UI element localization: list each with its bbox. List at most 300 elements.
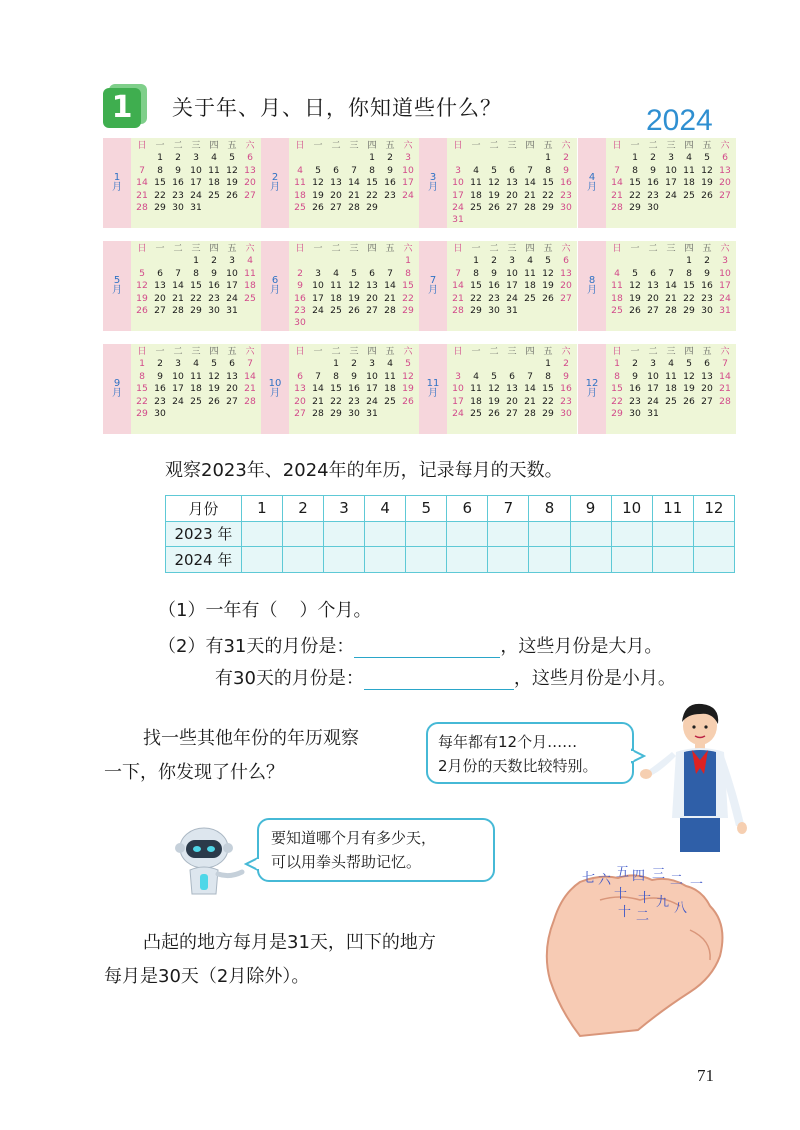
day-cell: 16	[701, 280, 713, 292]
day-cell	[381, 317, 399, 329]
day-cell	[557, 214, 575, 226]
day-cell	[345, 317, 363, 329]
day-cell: 19	[348, 292, 360, 304]
day-cell: 5	[351, 267, 357, 279]
weekday-label: 一	[471, 347, 481, 357]
day-cell: 1	[139, 358, 145, 370]
day-cell: 1	[369, 152, 375, 164]
day-cell: 7	[668, 267, 674, 279]
day-cell: 4	[614, 267, 620, 279]
day-cell: 6	[509, 164, 515, 176]
day-cell: 9	[175, 164, 181, 176]
day-cell: 10	[312, 280, 324, 292]
week-row	[133, 358, 259, 370]
week-row	[133, 305, 259, 317]
day-cell: 18	[611, 292, 623, 304]
days-answer-cell[interactable]	[652, 521, 693, 547]
weekday-label: 日	[295, 347, 305, 357]
day-cell: 18	[330, 292, 342, 304]
week-row	[291, 383, 417, 395]
day-cell: 9	[632, 370, 638, 382]
week-row	[449, 358, 575, 370]
week-row	[133, 152, 259, 164]
weekday-label: 日	[137, 244, 147, 254]
day-cell: 9	[650, 164, 656, 176]
month-column-header: 7	[488, 496, 529, 522]
boy-illustration	[632, 700, 762, 860]
day-cell: 14	[524, 177, 536, 189]
day-cell: 17	[366, 383, 378, 395]
weekday-label: 四	[367, 244, 377, 254]
day-cell: 13	[294, 383, 306, 395]
day-cell: 28	[665, 304, 677, 316]
days-answer-cell[interactable]	[324, 547, 365, 573]
month-label: 9 月	[103, 344, 131, 434]
day-cell: 14	[611, 177, 623, 189]
days-answer-cell[interactable]	[241, 547, 282, 573]
day-cell: 26	[136, 304, 148, 316]
day-cell	[662, 255, 680, 267]
day-cell: 11	[190, 370, 202, 382]
days-answer-cell[interactable]	[611, 547, 652, 573]
day-cell: 8	[333, 370, 339, 382]
day-cell: 21	[665, 292, 677, 304]
day-cell: 17	[665, 177, 677, 189]
day-cell: 31	[226, 304, 238, 316]
weekday-header	[133, 140, 259, 152]
day-cell: 30	[208, 304, 220, 316]
weekday-label: 二	[648, 244, 658, 254]
day-cell: 22	[470, 292, 482, 304]
weekday-label: 四	[684, 347, 694, 357]
weekday-label: 四	[209, 141, 219, 151]
day-cell	[291, 152, 309, 164]
weekday-label: 六	[720, 347, 730, 357]
day-cell: 7	[527, 370, 533, 382]
day-cell: 10	[665, 164, 677, 176]
weekday-label: 五	[543, 141, 553, 151]
weekday-label: 六	[245, 244, 255, 254]
weekday-label: 三	[191, 141, 201, 151]
day-cell: 22	[366, 189, 378, 201]
fist-month-label: 八	[674, 901, 688, 916]
day-cell: 28	[172, 304, 184, 316]
robot-speech-bubble: 要知道哪个月有多少天， 可以用拳头帮助记忆。	[257, 818, 495, 882]
week-row	[133, 293, 259, 305]
day-cell: 13	[154, 280, 166, 292]
table-row	[166, 521, 735, 547]
fist-month-label: 十	[614, 887, 628, 902]
weekday-label: 五	[543, 347, 553, 357]
day-cell: 22	[402, 292, 414, 304]
month-column-header: 9	[570, 496, 611, 522]
days-answer-cell[interactable]	[365, 547, 406, 573]
week-row	[449, 255, 575, 267]
weekday-label: 日	[612, 141, 622, 151]
day-cell: 9	[491, 267, 497, 279]
week-row	[449, 268, 575, 280]
day-cell: 24	[452, 201, 464, 213]
week-row	[449, 371, 575, 383]
day-cell: 25	[470, 407, 482, 419]
day-cell: 1	[193, 255, 199, 267]
week-row	[608, 358, 734, 370]
day-cell: 30	[294, 317, 306, 329]
day-cell: 27	[506, 407, 518, 419]
day-cell	[399, 202, 417, 214]
day-cell: 7	[614, 164, 620, 176]
days-answer-cell[interactable]	[447, 547, 488, 573]
day-cell	[716, 202, 734, 214]
days-answer-cell[interactable]	[529, 521, 570, 547]
day-cell: 6	[157, 267, 163, 279]
day-cell: 22	[190, 292, 202, 304]
day-cell: 17	[719, 280, 731, 292]
week-row	[133, 268, 259, 280]
day-cell: 15	[629, 177, 641, 189]
days-answer-cell[interactable]	[488, 547, 529, 573]
day-cell: 16	[208, 280, 220, 292]
day-cell: 20	[560, 280, 572, 292]
weekday-label: 五	[227, 244, 237, 254]
day-cell: 7	[139, 164, 145, 176]
weekday-label: 三	[666, 244, 676, 254]
day-cell	[205, 202, 223, 214]
fist-month-label: 九	[656, 895, 670, 910]
days-answer-cell[interactable]	[570, 521, 611, 547]
day-cell: 21	[524, 189, 536, 201]
day-cell: 27	[154, 304, 166, 316]
day-cell	[291, 255, 309, 267]
day-cell: 26	[683, 395, 695, 407]
day-cell	[467, 358, 485, 370]
day-cell: 6	[722, 152, 728, 164]
day-cell: 27	[506, 201, 518, 213]
days-answer-cell[interactable]	[529, 547, 570, 573]
day-cell	[449, 255, 467, 267]
weekday-label: 日	[453, 244, 463, 254]
fist-month-label: 一	[690, 877, 704, 892]
weekday-label: 二	[648, 141, 658, 151]
days-answer-cell[interactable]	[365, 521, 406, 547]
day-cell: 9	[297, 280, 303, 292]
days-answer-cell[interactable]	[406, 547, 447, 573]
day-cell: 24	[665, 189, 677, 201]
day-cell: 12	[629, 280, 641, 292]
day-cell: 14	[244, 370, 256, 382]
fist-month-label: 十	[618, 905, 632, 920]
day-cell: 26	[348, 304, 360, 316]
week-row	[608, 408, 734, 420]
weekday-label: 一	[313, 141, 323, 151]
week-row	[608, 190, 734, 202]
weekday-label: 一	[313, 347, 323, 357]
day-cell: 8	[193, 267, 199, 279]
day-cell: 10	[366, 370, 378, 382]
days-answer-cell[interactable]	[241, 521, 282, 547]
day-cell	[363, 255, 381, 267]
day-cell: 4	[686, 152, 692, 164]
day-cell: 29	[542, 201, 554, 213]
day-cell: 4	[333, 267, 339, 279]
weekday-label: 四	[209, 244, 219, 254]
month-calendar	[578, 241, 736, 331]
day-cell: 19	[488, 189, 500, 201]
day-cell: 2	[650, 152, 656, 164]
days-answer-cell[interactable]	[282, 547, 323, 573]
day-cell: 25	[244, 292, 256, 304]
day-cell: 29	[629, 201, 641, 213]
week-row	[291, 305, 417, 317]
weekday-label: 五	[385, 347, 395, 357]
fist-month-label: 四	[632, 869, 646, 884]
year-calendar	[103, 138, 736, 434]
weekday-label: 四	[684, 244, 694, 254]
day-cell: 27	[647, 304, 659, 316]
weekday-header	[291, 346, 417, 358]
weekday-label: 二	[489, 244, 499, 254]
day-cell: 26	[226, 189, 238, 201]
day-cell: 16	[488, 280, 500, 292]
day-cell: 10	[719, 267, 731, 279]
week-row	[291, 317, 417, 329]
day-cell: 14	[665, 280, 677, 292]
day-cell	[557, 305, 575, 317]
day-cell: 11	[294, 177, 306, 189]
exercise-number-badge	[103, 84, 147, 128]
day-cell: 24	[226, 292, 238, 304]
day-cell: 25	[208, 189, 220, 201]
day-cell	[716, 408, 734, 420]
day-cell: 12	[136, 280, 148, 292]
question-title: 关于年、月、日，你知道些什么？	[172, 96, 502, 120]
day-cell	[327, 152, 345, 164]
day-cell	[363, 317, 381, 329]
weekday-header	[449, 140, 575, 152]
day-cell: 15	[330, 383, 342, 395]
day-cell	[327, 317, 345, 329]
day-cell	[485, 152, 503, 164]
day-cell: 16	[384, 177, 396, 189]
answer-blank-30-days[interactable]	[364, 668, 514, 690]
day-cell: 12	[348, 280, 360, 292]
day-cell	[680, 408, 698, 420]
day-cell: 5	[545, 255, 551, 267]
day-cell: 11	[244, 267, 256, 279]
day-cell: 23	[294, 304, 306, 316]
day-cell: 5	[491, 370, 497, 382]
weekday-label: 四	[367, 347, 377, 357]
day-cell: 18	[683, 177, 695, 189]
day-cell: 20	[719, 177, 731, 189]
days-answer-cell[interactable]	[652, 547, 693, 573]
day-cell: 26	[542, 292, 554, 304]
weekday-label: 六	[403, 141, 413, 151]
weekday-header	[291, 140, 417, 152]
day-cell: 13	[330, 177, 342, 189]
day-cell: 22	[611, 395, 623, 407]
day-cell: 5	[704, 152, 710, 164]
day-cell: 29	[154, 201, 166, 213]
day-cell: 11	[330, 280, 342, 292]
day-cell	[539, 305, 557, 317]
weekday-label: 二	[331, 244, 341, 254]
day-cell: 9	[563, 164, 569, 176]
answer-blank-31-days[interactable]	[354, 636, 500, 658]
day-cell: 27	[560, 292, 572, 304]
week-row	[608, 383, 734, 395]
day-cell: 21	[452, 292, 464, 304]
fist-month-label: 五	[616, 865, 630, 880]
day-cell: 17	[226, 280, 238, 292]
days-answer-cell[interactable]	[693, 547, 734, 573]
day-cell: 23	[208, 292, 220, 304]
day-cell: 7	[315, 370, 321, 382]
month-calendar	[261, 344, 419, 434]
question-3: 有30天的月份是： ，这些月份是小月。	[215, 668, 676, 689]
days-answer-cell[interactable]	[324, 521, 365, 547]
weekday-label: 日	[295, 141, 305, 151]
weekday-label: 一	[471, 244, 481, 254]
day-cell: 18	[470, 189, 482, 201]
month-calendar	[578, 138, 736, 228]
day-cell: 6	[563, 255, 569, 267]
day-cell: 11	[611, 280, 623, 292]
week-row	[449, 190, 575, 202]
month-label: 8 月	[578, 241, 606, 331]
week-row	[291, 293, 417, 305]
month-column-header: 2	[282, 496, 323, 522]
week-row	[133, 371, 259, 383]
fist-month-label: 六	[598, 873, 612, 888]
days-answer-cell[interactable]	[488, 521, 529, 547]
day-cell: 28	[524, 407, 536, 419]
day-cell: 23	[560, 395, 572, 407]
robot-illustration	[170, 818, 250, 898]
day-cell: 12	[402, 370, 414, 382]
weekday-label: 五	[227, 141, 237, 151]
day-cell: 5	[229, 152, 235, 164]
week-row	[291, 396, 417, 408]
day-cell	[309, 152, 327, 164]
days-answer-cell[interactable]	[282, 521, 323, 547]
day-cell: 31	[506, 304, 518, 316]
weekday-label: 六	[245, 141, 255, 151]
days-answer-cell[interactable]	[611, 521, 652, 547]
day-cell: 4	[297, 164, 303, 176]
days-answer-cell[interactable]	[693, 521, 734, 547]
day-cell: 16	[154, 383, 166, 395]
day-cell: 23	[560, 189, 572, 201]
week-row	[133, 396, 259, 408]
day-cell: 1	[473, 255, 479, 267]
day-cell: 3	[722, 255, 728, 267]
day-cell: 10	[402, 164, 414, 176]
day-cell: 1	[545, 358, 551, 370]
day-cell: 24	[647, 395, 659, 407]
weekday-label: 六	[245, 347, 255, 357]
day-cell: 28	[312, 407, 324, 419]
day-cell: 21	[312, 395, 324, 407]
days-answer-cell[interactable]	[570, 547, 611, 573]
week-row	[133, 190, 259, 202]
day-cell: 29	[542, 407, 554, 419]
day-cell: 28	[384, 304, 396, 316]
day-cell: 29	[402, 304, 414, 316]
day-cell: 21	[524, 395, 536, 407]
weekday-label: 三	[507, 141, 517, 151]
week-row	[291, 152, 417, 164]
day-cell	[503, 358, 521, 370]
day-cell	[485, 358, 503, 370]
day-cell: 2	[387, 152, 393, 164]
day-cell: 20	[244, 177, 256, 189]
day-cell: 30	[647, 201, 659, 213]
robot-bubble-tail	[244, 856, 260, 872]
month-calendar	[578, 344, 736, 434]
day-cell: 20	[154, 292, 166, 304]
day-cell: 12	[701, 164, 713, 176]
week-row	[291, 177, 417, 189]
week-row	[449, 165, 575, 177]
day-cell: 25	[665, 395, 677, 407]
day-cell: 15	[136, 383, 148, 395]
day-cell: 17	[402, 177, 414, 189]
days-per-month-table	[165, 495, 735, 573]
day-cell: 27	[366, 304, 378, 316]
day-cell: 4	[473, 164, 479, 176]
day-cell: 19	[701, 177, 713, 189]
day-cell	[608, 255, 626, 267]
week-row	[449, 280, 575, 292]
weekday-label: 一	[630, 347, 640, 357]
day-cell: 16	[560, 177, 572, 189]
weekday-label: 一	[471, 141, 481, 151]
day-cell: 3	[668, 152, 674, 164]
day-cell	[626, 255, 644, 267]
week-row	[291, 202, 417, 214]
day-cell: 1	[157, 152, 163, 164]
week-row	[133, 202, 259, 214]
days-answer-cell[interactable]	[406, 521, 447, 547]
day-cell: 3	[175, 358, 181, 370]
day-cell: 21	[348, 189, 360, 201]
fist-month-label: 十	[638, 891, 652, 906]
day-cell: 30	[348, 407, 360, 419]
month-column-header: 1	[241, 496, 282, 522]
month-calendar	[419, 344, 577, 434]
day-cell: 25	[330, 304, 342, 316]
day-cell: 3	[455, 370, 461, 382]
week-row	[608, 280, 734, 292]
day-cell: 15	[683, 280, 695, 292]
day-cell: 5	[632, 267, 638, 279]
weekday-label: 一	[630, 244, 640, 254]
day-cell	[608, 152, 626, 164]
days-answer-cell[interactable]	[447, 521, 488, 547]
day-cell: 6	[650, 267, 656, 279]
day-cell: 22	[683, 292, 695, 304]
day-cell: 9	[387, 164, 393, 176]
day-cell: 30	[701, 304, 713, 316]
day-cell: 3	[509, 255, 515, 267]
day-cell: 9	[211, 267, 217, 279]
day-cell	[644, 255, 662, 267]
day-cell: 26	[208, 395, 220, 407]
month-calendar	[103, 138, 261, 228]
day-cell: 31	[647, 407, 659, 419]
weekday-label: 三	[349, 244, 359, 254]
